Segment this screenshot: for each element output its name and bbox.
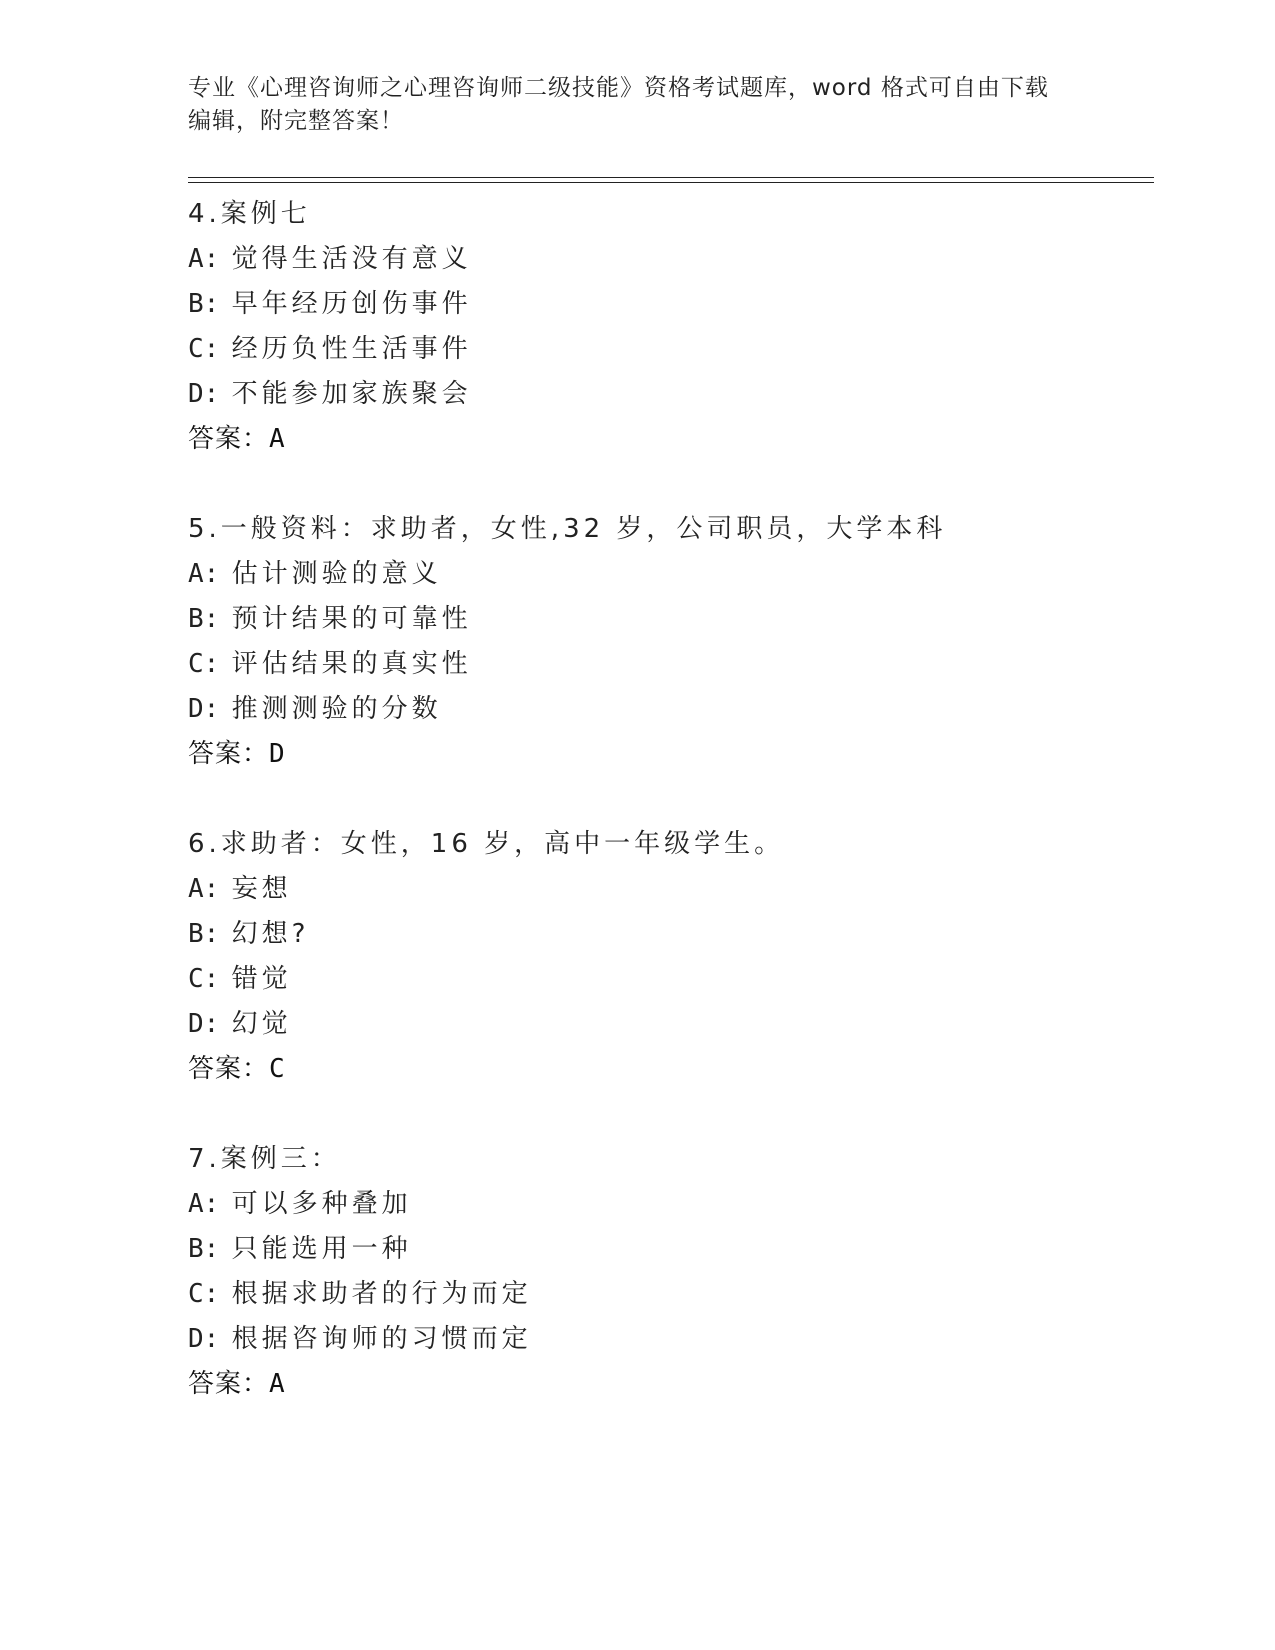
option-text: 评估结果的真实性	[231, 649, 472, 679]
option-d	[188, 687, 1154, 732]
option-letter: C:	[188, 964, 220, 994]
answer-label: 答案：	[188, 1054, 270, 1084]
answer-value: D	[269, 739, 285, 769]
option-letter: A:	[188, 244, 220, 274]
option-letter: C:	[188, 649, 220, 679]
option-d	[188, 372, 1154, 417]
option-d	[188, 1002, 1154, 1047]
option-a	[188, 552, 1154, 597]
option-text: 可以多种叠加	[231, 1189, 412, 1219]
question-stem: 4.案例七	[188, 199, 311, 229]
answer-line	[188, 417, 1154, 462]
header-line-2: 编辑，附完整答案！	[188, 108, 404, 134]
question-stem: 7.案例三：	[188, 1144, 341, 1174]
option-text: 幻觉	[231, 1009, 292, 1039]
option-text: 不能参加家族聚会	[231, 379, 472, 409]
option-c	[188, 1272, 1154, 1317]
option-a	[188, 1182, 1154, 1227]
option-text: 推测测验的分数	[231, 694, 442, 724]
answer-value: A	[269, 424, 285, 454]
option-letter: B:	[188, 919, 220, 949]
answer-line	[188, 1362, 1154, 1407]
option-letter: B:	[188, 1234, 220, 1264]
question-7	[188, 1137, 1154, 1407]
answer-value: A	[269, 1369, 285, 1399]
header-line-1: 专业《心理咨询师之心理咨询师二级技能》资格考试题库，word 格式可自由下载	[188, 75, 1049, 101]
option-letter: D:	[188, 379, 220, 409]
option-letter: D:	[188, 1324, 220, 1354]
option-text: 幻想?	[231, 919, 310, 949]
option-text: 根据咨询师的习惯而定	[231, 1324, 532, 1354]
option-text: 根据求助者的行为而定	[231, 1279, 532, 1309]
question-4	[188, 192, 1154, 462]
option-letter: A:	[188, 874, 220, 904]
option-letter: B:	[188, 289, 220, 319]
option-text: 早年经历创伤事件	[231, 289, 472, 319]
option-letter: D:	[188, 1009, 220, 1039]
option-b	[188, 912, 1154, 957]
answer-label: 答案：	[188, 739, 270, 769]
option-c	[188, 327, 1154, 372]
option-letter: D:	[188, 694, 220, 724]
question-6	[188, 822, 1154, 1092]
option-d	[188, 1317, 1154, 1362]
option-a	[188, 867, 1154, 912]
answer-line	[188, 732, 1154, 777]
header-rule-bottom	[188, 182, 1154, 183]
option-c	[188, 642, 1154, 687]
option-a	[188, 237, 1154, 282]
header-rule-top	[188, 177, 1154, 178]
option-letter: A:	[188, 559, 220, 589]
answer-label: 答案：	[188, 1369, 270, 1399]
option-text: 只能选用一种	[231, 1234, 412, 1264]
answer-line	[188, 1047, 1154, 1092]
option-letter: C:	[188, 334, 220, 364]
answer-label: 答案：	[188, 424, 270, 454]
question-list	[188, 192, 1154, 1452]
document-header	[188, 72, 1088, 138]
option-text: 妄想	[231, 874, 292, 904]
question-5	[188, 507, 1154, 777]
option-text: 估计测验的意义	[231, 559, 442, 589]
option-c	[188, 957, 1154, 1002]
option-letter: C:	[188, 1279, 220, 1309]
option-b	[188, 1227, 1154, 1272]
option-text: 经历负性生活事件	[231, 334, 472, 364]
option-letter: A:	[188, 1189, 220, 1219]
option-text: 错觉	[231, 964, 292, 994]
option-text: 觉得生活没有意义	[231, 244, 472, 274]
option-b	[188, 597, 1154, 642]
question-stem: 5.一般资料：求助者，女性,32 岁，公司职员，大学本科	[188, 514, 947, 544]
option-letter: B:	[188, 604, 220, 634]
answer-value: C	[269, 1054, 285, 1084]
option-text: 预计结果的可靠性	[231, 604, 472, 634]
question-stem: 6.求助者：女性，16 岁，高中一年级学生。	[188, 829, 785, 859]
option-b	[188, 282, 1154, 327]
